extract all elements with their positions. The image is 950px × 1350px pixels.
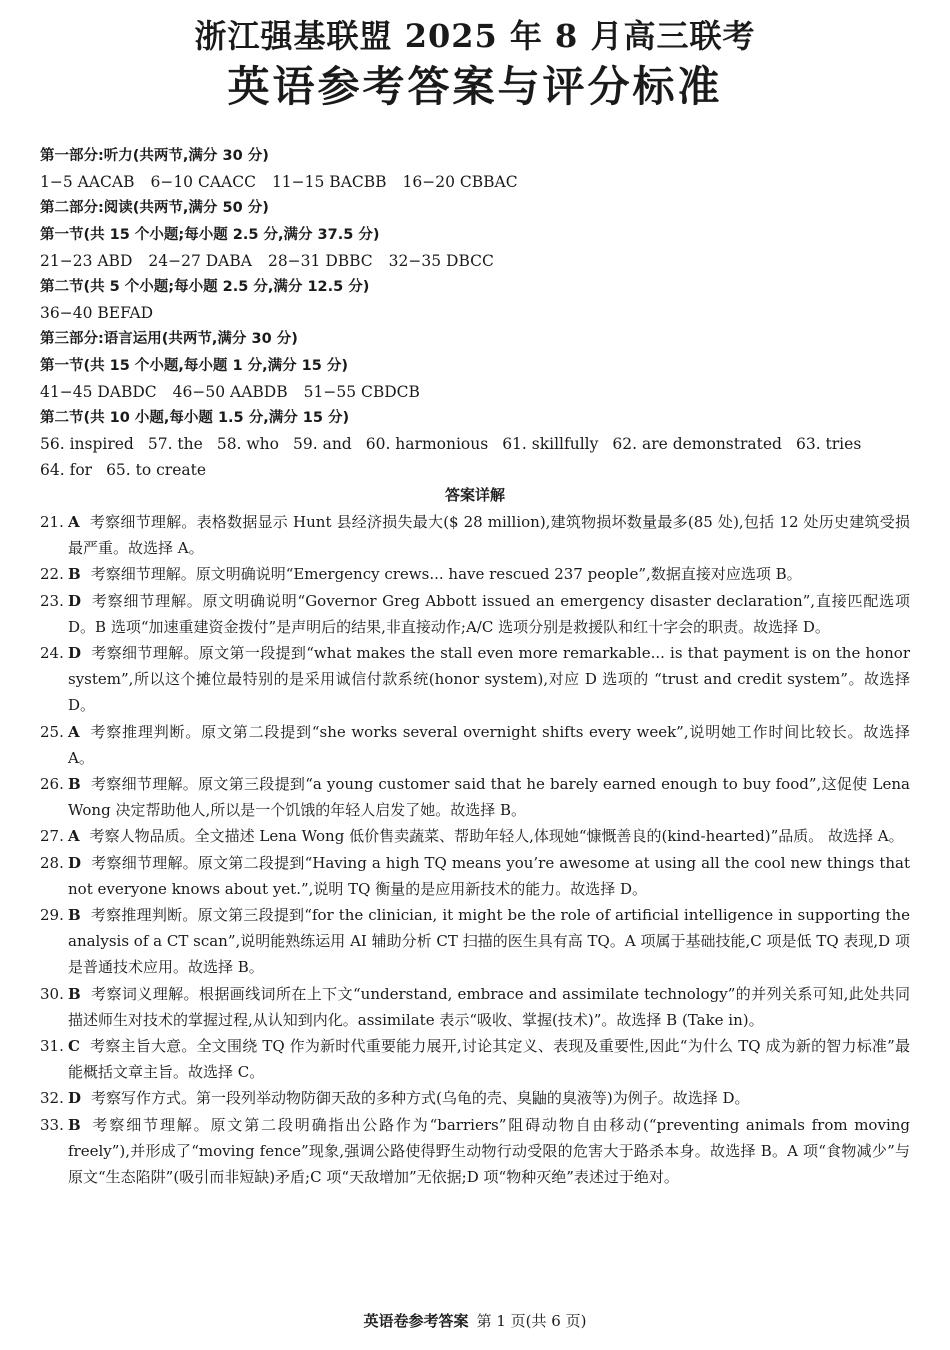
fill-blank-answer: 65. to create [106,461,207,480]
question-number: 22. [40,565,64,584]
fill-blank-answer: 56. inspired [40,435,134,454]
explanation-text: 考察细节理解。原文第一段提到“what makes the stall even more remarkable... is that payment is on the honor system”,所以这个摊位最特别的是采用诚信付款系统(honor system),对应 D 选项的 “trust and credit system”。故选择 D。 [68,644,910,715]
answer-letter: A [68,827,80,846]
answer-letter: D [68,853,82,872]
explanation-text: 考察推理判断。原文第三段提到“for the clinician, it might be the role of artificial intelligence in supporting the analysis of a CT scan”,说明能熟练运用 AI 辅助分析 CT 扫描的医生具有高 TQ。A 项属于基础技能,C 项是低 TQ 表现,D 项是普通技术应用。故选择 B。 [68,906,910,977]
fill-blank-answer: 57. the [147,435,203,454]
answer-row [40,169,920,195]
answer-letter: B [68,906,81,925]
section-heading: 第二节(共 10 小题,每小题 1.5 分,满分 15 分) [40,409,350,426]
answer-group: 41−45 DABDC [40,382,157,401]
detail-item [40,771,910,823]
explanation-text: 考察细节理解。表格数据显示 Hunt 县经济损失最大($ 28 million),建筑物损坏数量最多(85 处),包括 12 处历史建筑受损最严重。故选择 A。 [68,513,910,558]
question-number: 24. [40,644,64,663]
answer-letter: A [68,513,80,531]
question-number: 26. [40,775,64,794]
section-heading: 第二节(共 5 个小题;每小题 2.5 分,满分 12.5 分) [40,278,370,295]
section-heading: 第一节(共 15 个小题;每小题 2.5 分,满分 37.5 分) [40,226,380,243]
question-number: 23. [40,591,64,610]
detail-item [40,509,910,561]
answer-row [40,379,920,405]
explanation-text: 考察细节理解。原文第二段提到“Having a high TQ means you’re awesome at using all the cool new things that not everyone knows about yet.”,说明 TQ 衡量的是应用新技术的能力。故选择 D。 [68,853,910,898]
question-number: 33. [40,1115,64,1134]
detail-item [40,1112,910,1191]
explanation-text: 考察细节理解。原文明确说明“Emergency crews... have rescued 237 people”,数据直接对应选项 B。 [90,565,802,584]
explanation-text: 考察细节理解。原文第三段提到“a young customer said that he barely earned enough to buy food”,这促使 Lena Wong 决定帮助他人,所以是一个饥饿的年轻人启发了她。故选择 B。 [68,775,910,820]
answer-group: 32−35 DBCC [388,251,494,270]
page-number: 第 1 页(共 6 页) [476,1312,587,1330]
answer-letter: D [68,1089,82,1108]
answer-details [40,509,910,1190]
answer-group: 28−31 DBBC [267,251,373,270]
document-subtitle: 英语参考答案与评分标准 [227,62,723,111]
fill-blank-answer: 62. are demonstrated [612,435,782,454]
question-number: 28. [40,853,64,872]
question-number: 21. [40,513,64,531]
answer-letter: B [68,565,81,584]
question-number: 27. [40,827,64,846]
answer-letter: A [68,722,80,741]
answer-group: 24−27 DABA [148,251,252,270]
section-heading: 第三部分:语言运用(共两节,满分 30 分) [40,331,298,348]
fill-blank-answer: 59. and [293,435,352,454]
detail-item [40,561,910,587]
answer-group: 46−50 AABDB [172,382,288,401]
explanation-text: 考察细节理解。原文第二段明确指出公路作为“barriers”阻碍动物自由移动(“preventing animals from moving freely”),并形成了“moving fence”现象,强调公路使得野生动物行动受限的危害大于路杀本身。故选择 B。A 项“食物减少”与原文“生态陷阱”(吸引而非短缺)矛盾;C 项“天敌增加”无依据;D 项“物种灭绝”表述过于绝对。 [68,1115,910,1187]
detail-item [40,719,910,771]
answer-letter: D [68,644,82,663]
answer-group: 6−10 CAACC [150,173,256,192]
fill-blank-answer: 61. skillfully [502,435,599,454]
question-number: 29. [40,906,64,925]
answer-group: 36−40 BEFAD [40,304,154,323]
answer-group: 21−23 ABD [40,251,133,270]
explanation-text: 考察主旨大意。全文围绕 TQ 作为新时代重要能力展开,讨论其定义、表现及重要性,因此“为什么 TQ 成为新的智力标准”最能概括文章主旨。故选择 C。 [68,1037,910,1082]
answer-group: 51−55 CBDCB [303,382,420,401]
detail-item [40,1033,910,1085]
page-footer [0,1310,950,1331]
fill-blank-answer: 63. tries [795,435,862,454]
fill-blank-row-1 [40,431,920,457]
detail-item [40,850,910,902]
details-heading: 答案详解 [444,486,505,504]
explanation-text: 考察细节理解。原文明确说明“Governor Greg Abbott issued an emergency disaster declaration”,直接匹配选项 D。B 选项“加速重建资金拨付”是声明后的结果,非直接动作;A/C 选项分别是救援队和红十字会的职责。故选择 D。 [68,591,910,636]
section-heading: 第二部分:阅读(共两节,满分 50 分) [40,200,269,217]
detail-item [40,640,910,719]
footer-label: 英语卷参考答案 [363,1312,469,1330]
fill-blank-answer: 58. who [216,435,279,454]
answer-letter: B [68,984,81,1003]
answer-letter: C [68,1037,80,1056]
fill-blank-answer: 64. for [40,461,93,480]
question-number: 30. [40,984,64,1003]
answer-group: 11−15 BACBB [271,173,387,192]
detail-item [40,902,910,981]
answer-letter: B [68,1115,81,1134]
section-heading: 第一节(共 15 个小题,每小题 1 分,满分 15 分) [40,357,349,374]
answer-group: 16−20 CBBAC [402,173,518,192]
explanation-text: 考察写作方式。第一段列举动物防御天敌的多种方式(乌龟的壳、臭鼬的臭液等)为例子。故选择 D。 [91,1089,750,1108]
answer-key-lines [40,143,920,431]
section-heading: 第一部分:听力(共两节,满分 30 分) [40,148,269,164]
explanation-text: 考察人物品质。全文描述 Lena Wong 低价售卖蔬菜、帮助年轻人,体现她“慷慨善良的(kind-hearted)”品质。 故选择 A。 [89,827,904,846]
explanation-text: 考察词义理解。根据画线词所在上下文“understand, embrace and assimilate technology”的并列关系可知,此处共同描述师生对技术的掌握过程,从认知到内化。assimilate 表示“吸收、掌握(技术)”。故选择 B (Take in)。 [68,984,910,1029]
detail-item [40,823,910,849]
answer-group: 1−5 AACAB [40,173,135,192]
question-number: 25. [40,722,64,741]
detail-item [40,981,910,1033]
answer-letter: D [68,591,82,610]
exam-title: 浙江强基联盟 2025 年 8 月高三联考 [194,17,756,55]
answer-letter: B [68,775,81,794]
detail-item [40,588,910,640]
answer-row [40,248,920,274]
question-number: 32. [40,1089,64,1108]
explanation-text: 考察推理判断。原文第二段提到“she works several overnight shifts every week”,说明她工作时间比较长。故选择 A。 [68,722,910,767]
fill-blank-answer: 60. harmonious [365,435,489,454]
answer-row [40,300,920,326]
question-number: 31. [40,1037,64,1056]
fill-blank-row-2 [40,457,920,483]
detail-item [40,1085,910,1111]
answer-key [40,143,920,483]
